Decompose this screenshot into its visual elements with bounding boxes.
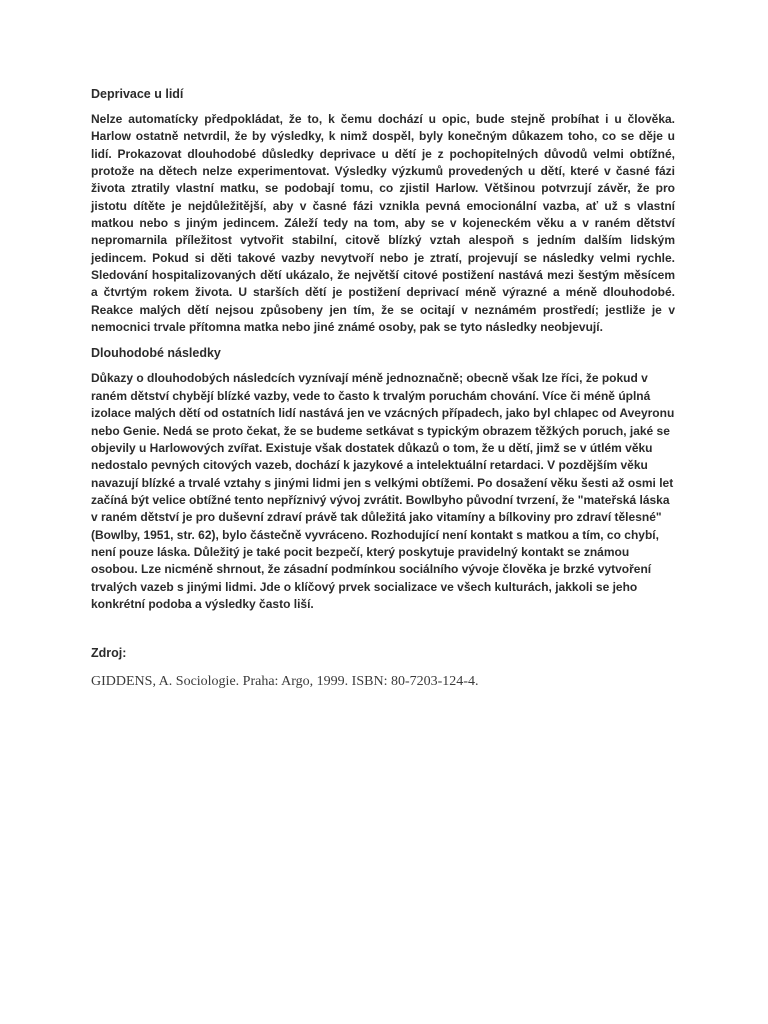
section-heading-long-term: Dlouhodobé následky <box>91 346 221 361</box>
source-label: Zdroj: <box>91 646 127 661</box>
paragraph-long-term: Důkazy o dlouhodobých následcích vyznívají méně jednoznačně; obecně však lze říci, že pokud v raném dětství chybějí blízké vazby, vede to často k trvalým poruchám chování. Více či méně úplná izolace malých dětí od ostatních lidí nastává jen ve vzácných případech, jako byl chlapec od Aveyronu nebo Genie. Nedá se proto čekat, že se budeme setkávat s typickým obrazem těžkých poruch, jaké se objevily u Harlowových zvířat. Existuje však dostatek důkazů o tom, že u dětí, jimž se v útlém věku nedostalo pevných citových vazeb, dochází k jazykové a intelektuální retardaci. V pozdějším věku navazují blízké a trvalé vztahy s jinými lidmi jen s velkými obtížemi. Po dosažení věku šesti až osmi let začíná být velice obtížné tento nepříznivý vývoj zvrátit. Bowlbyho původní tvrzení, že "mateřská láska v raném dětství je pro duševní zdraví právě tak důležitá jako vitamíny a bílkoviny pro zdraví tělesné" (Bowlby, 1951, str. 62), bylo částečně vyvráceno. Rozhodující není kontakt s matkou a tím, co chybí, není pouze láska. Důležitý je také pocit bezpečí, který poskytuje pravidelný kontakt se známou osobou. Lze nicméně shrnout, že zásadní podmínkou sociálního vývoje člověka je brzké vytvoření trvalých vazeb s jinými lidmi. Jde o klíčový prvek socializace ve všech kulturách, jakkoli se jeho konkrétní podoba a výsledky často liší. <box>91 371 675 611</box>
source-citation: GIDDENS, A. Sociologie. Praha: Argo, 1999. ISBN: 80-7203-124-4. <box>91 674 479 690</box>
document-body <box>91 86 675 691</box>
paragraph-deprivation: Nelze automatícky předpokládat, že to, k čemu dochází u opic, bude stejně probíhat i u člověka. Harlow ostatně netvrdil, že by výsledky, k nimž dospěl, byly konečným důkazem toho, co se děje u lidí. Prokazovat dlouhodobé důsledky deprivace u dětí je z pochopitelných důvodů velmi obtížné, protože na dětech nelze experimentovat. Výsledky výzkumů provedených u dětí, které v časné fázi života ztratily vlastní matku, se podobají tomu, co zjistil Harlow. Většinou potvrzují závěr, že pro jistotu dítěte je nejdůležitější, aby v časné fázi vznikla pevná emocionální vazba, ať už s vlastní matkou nebo s jiným jedincem. Záleží tedy na tom, aby se v kojeneckém věku a v raném dětství nepromarnila příležitost vytvořit stabilní, citově blízký vztah alespoň s jedním dalším lidským jedincem. Pokud si děti takové vazby nevytvoří nebo je ztratí, projevují se následky velmi rychle. Sledování hospitalizovaných dětí ukázalo, že největší citové postižení nastává mezi šestým měsícem a čtvrtým rokem života. U starších dětí je postižení deprivací méně výrazné a méně dlouhodobé. Reakce malých dětí nejsou způsobeny jen tím, že se ocitají v neznámém prostředí; jestliže je v nemocnici trvale přítomna matka nebo jiné známé osoby, pak se tyto následky neobjevují. <box>91 112 675 335</box>
section-heading-deprivation: Deprivace u lidí <box>91 87 184 101</box>
